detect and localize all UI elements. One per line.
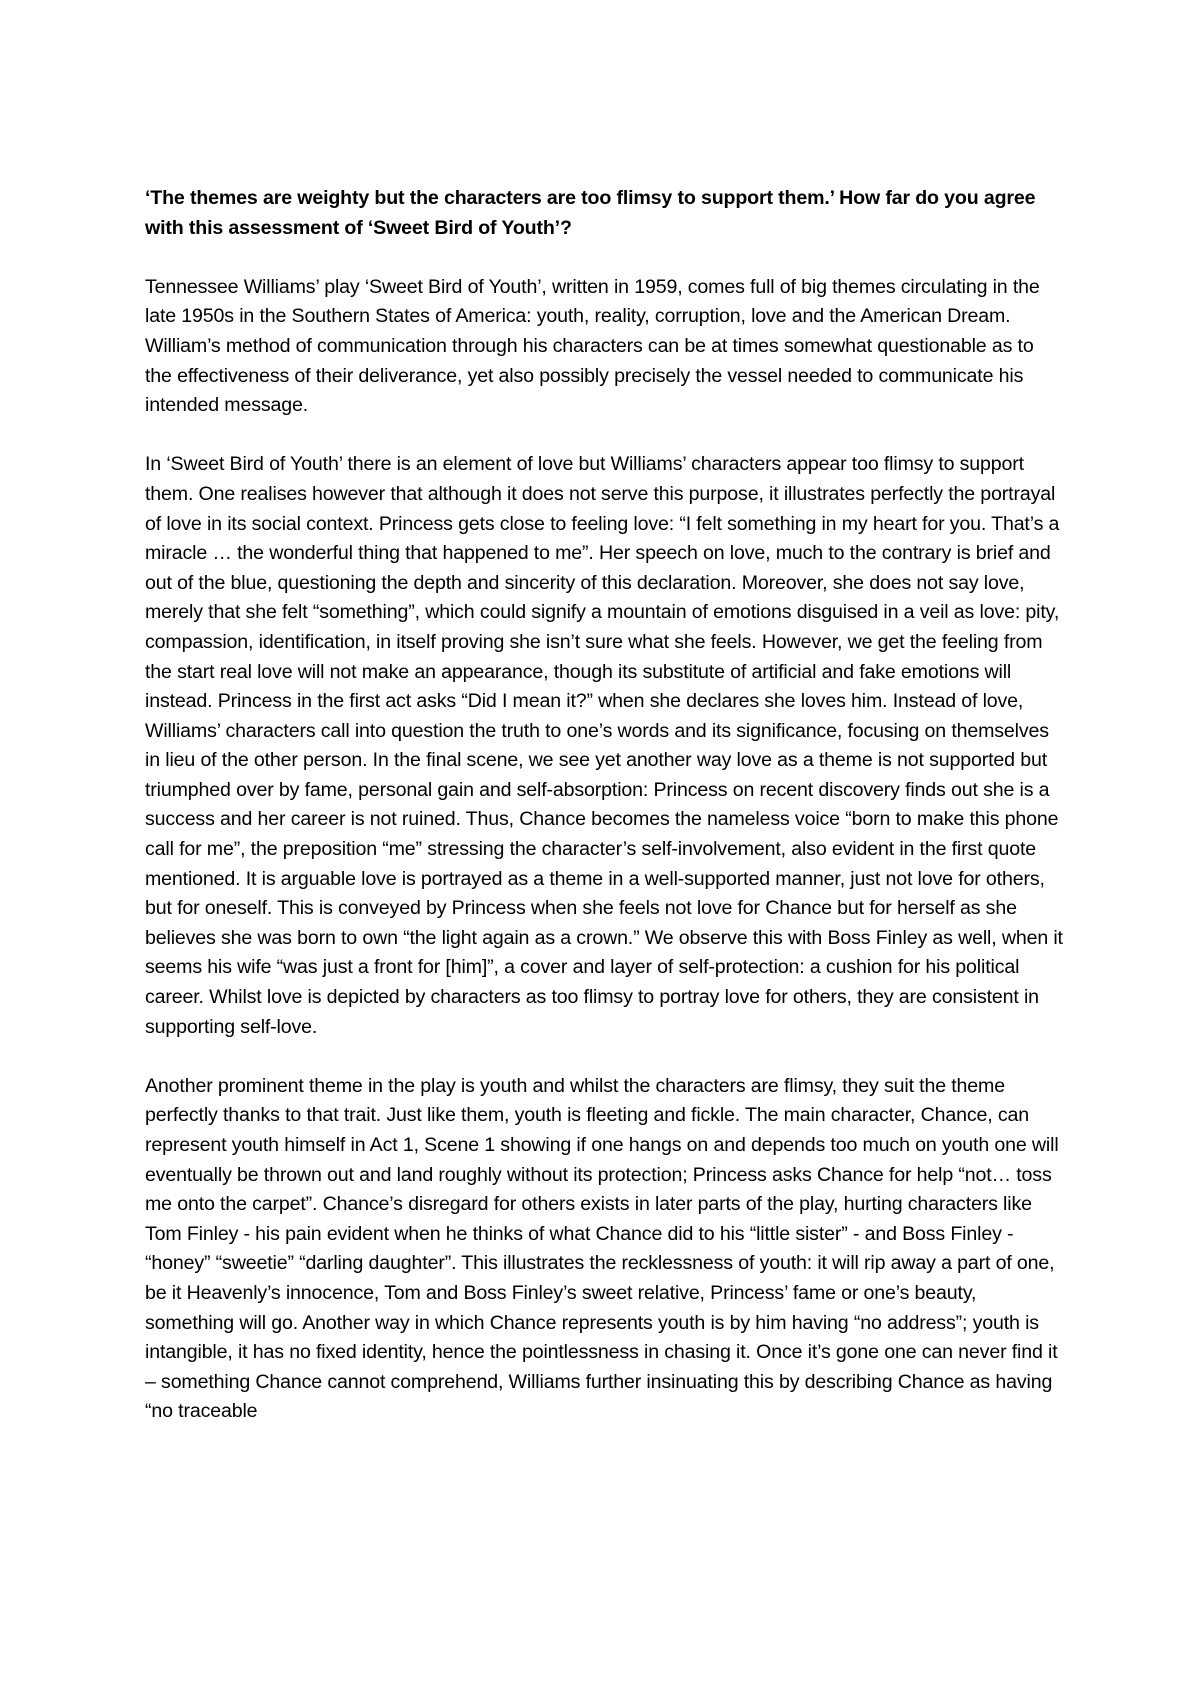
- paragraph-youth-theme: Another prominent theme in the play is youth and whilst the characters are flimsy, they suit the theme perfectly thanks to that trait. Just like them, youth is fleeting and fickle. The main character, Chance, can represent youth himself in Act 1, Scene 1 showing if one hangs on and depends too much on youth one will eventually be thrown out and land roughly without its protection; Princess asks Chance for help “not… toss me onto the carpet”. Chance’s disregard for others exists in later parts of the play, hurting characters like Tom Finley - his pain evident when he thinks of what Chance did to his “little sister” - and Boss Finley - “honey” “sweetie” “darling daughter”. This illustrates the recklessness of youth: it will rip away a part of one, be it Heavenly’s innocence, Tom and Boss Finley’s sweet relative, Princess’ fame or one’s beauty, something will go. Another way in which Chance represents youth is by him having “no address”; youth is intangible, it has no fixed identity, hence the pointlessness in chasing it. Once it’s gone one can never find it – something Chance cannot comprehend, Williams further insinuating this by describing Chance as having “no traceable: [145, 1074, 1059, 1423]
- essay-body: [145, 184, 1065, 1427]
- essay-title: ‘The themes are weighty but the characters are too flimsy to support them.’ How far do you agree with this assessment of ‘Sweet Bird of Youth’?: [145, 187, 1036, 239]
- paragraph-introduction: Tennessee Williams’ play ‘Sweet Bird of Youth’, written in 1959, comes full of big themes circulating in the late 1950s in the Southern States of America: youth, reality, corruption, love and the American Dream. William’s method of communication through his characters can be at times somewhat questionable as to the effectiveness of their deliverance, yet also possibly precisely the vessel needed to communicate his intended message.: [145, 275, 1040, 417]
- paragraph-love-theme: In ‘Sweet Bird of Youth’ there is an element of love but Williams’ characters appear too flimsy to support them. One realises however that although it does not serve this purpose, it illustrates perfectly the portrayal of love in its social context. Princess gets close to feeling love: “I felt something in my heart for you. That’s a miracle … the wonderful thing that happened to me”. Her speech on love, much to the contrary is brief and out of the blue, questioning the depth and sincerity of this declaration. Moreover, she does not say love, merely that she felt “something”, which could signify a mountain of emotions disguised in a veil as love: pity, compassion, identification, in itself proving she isn’t sure what she feels. However, we get the feeling from the start real love will not make an appearance, though its substitute of artificial and fake emotions will instead. Princess in the first act asks “Did I mean it?” when she declares she loves him. Instead of love, Williams’ characters call into question the truth to one’s words and its significance, focusing on themselves in lieu of the other person. In the final scene, we see yet another way love as a theme is not supported but triumphed over by fame, personal gain and self-absorption: Princess on recent discovery finds out she is a success and her career is not ruined. Thus, Chance becomes the nameless voice “born to make this phone call for me”, the preposition “me” stressing the character’s self-involvement, also evident in the first quote mentioned. It is arguable love is portrayed as a theme in a well-supported manner, just not love for others, but for oneself. This is conveyed by Princess when she feels not love for Chance but for herself as she believes she was born to own “the light again as a crown.” We observe this with Boss Finley as well, when it seems his wife “was just a front for [him]”, a cover and layer of self-protection: a cushion for his political career. Whilst love is depicted by characters as too flimsy to portray love for others, they are consistent in supporting self-love.: [145, 453, 1063, 1038]
